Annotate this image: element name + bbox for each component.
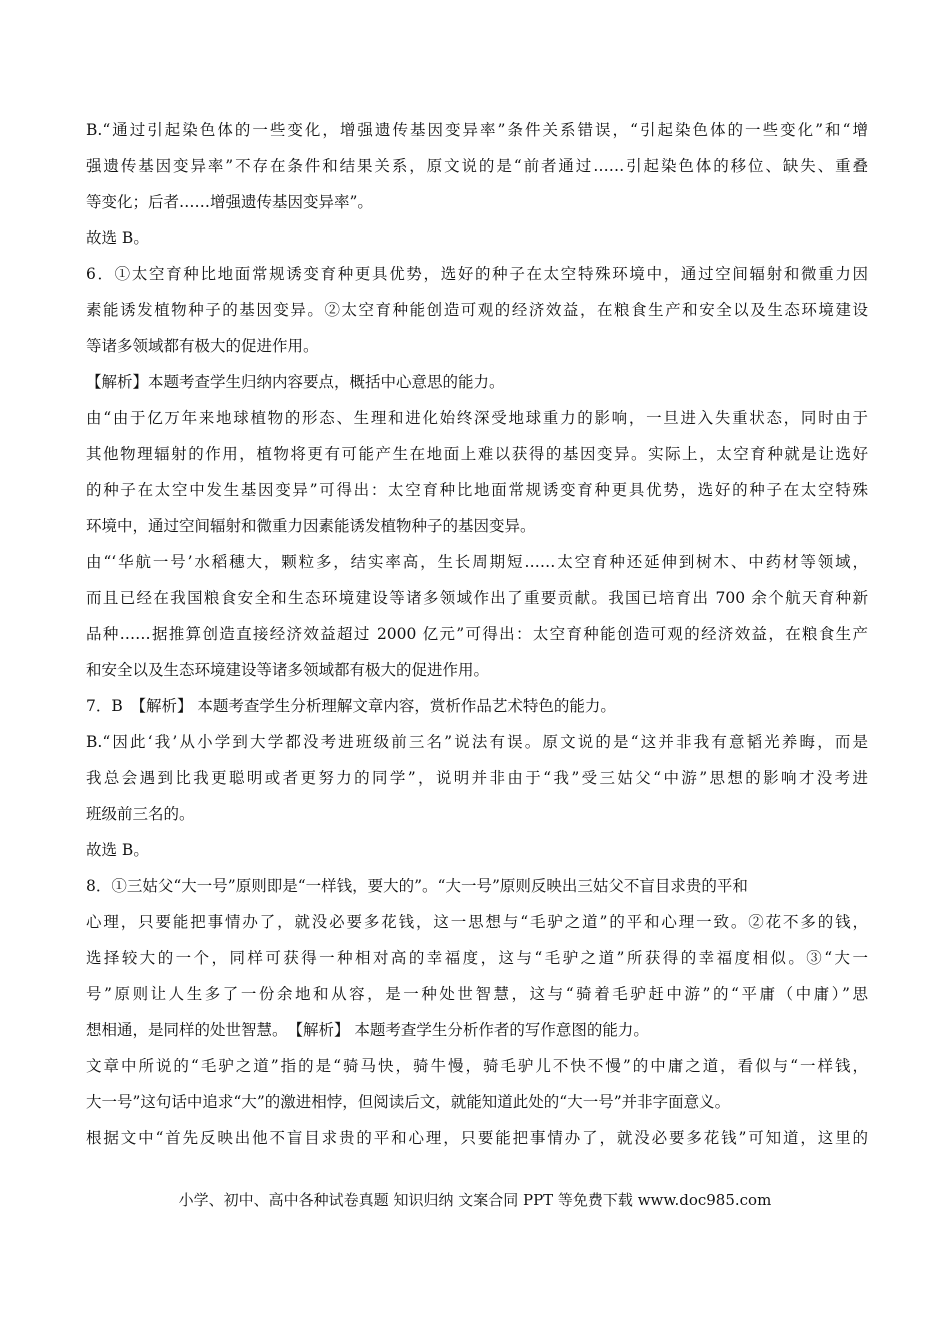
text-line: 素能诱发植物种子的基因变异。②太空育种能创造可观的经济效益，在粮食生产和安全以及生态环境建设	[86, 301, 868, 319]
text-line: 【解析】本题考查学生归纳内容要点，概括中心意思的能力。	[86, 373, 505, 391]
text-line: B.“因此‘我’从小学到大学都没考进班级前三名”说法有误。原文说的是“这并非我有意韬光养晦，而是	[86, 733, 868, 751]
text-line: 文章中所说的“毛驴之道”指的是“骑马快，骑牛慢，骑毛驴儿不快不慢”的中庸之道，看似与“一样钱，	[86, 1057, 868, 1075]
text-line: 等变化；后者……增强遗传基因变异率”。	[86, 193, 373, 211]
text-line: 选择较大的一个，同样可获得一种相对高的幸福度，这与“毛驴之道”所获得的幸福度相似。③“大一	[86, 949, 868, 967]
text-line: 等诸多领域都有极大的促进作用。	[86, 337, 319, 355]
text-line: 和安全以及生态环境建设等诸多领域都有极大的促进作用。	[86, 661, 490, 679]
text-line: B.“通过引起染色体的一些变化，增强遗传基因变异率”条件关系错误，“引起染色体的一些变化”和“增	[86, 121, 868, 139]
text-line: 环境中，通过空间辐射和微重力因素能诱发植物种子的基因变异。	[86, 517, 536, 535]
text-line: 7．B 【解析】 本题考查学生分析理解文章内容，赏析作品艺术特色的能力。	[86, 697, 616, 715]
text-line: 根据文中“首先反映出他不盲目求贵的平和心理，只要能把事情办了，就没必要多花钱”可知道，这里的	[86, 1129, 868, 1147]
text-line: 强遗传基因变异率”不存在条件和结果关系，原文说的是“前者通过……引起染色体的移位、缺失、重叠	[86, 157, 868, 175]
text-line: 的种子在太空中发生基因变异”可得出：太空育种比地面常规诱变育种更具优势，选好的种子在太空特殊	[86, 481, 868, 499]
page-footer: 小学、初中、高中各种试卷真题 知识归纳 文案合同 PPT 等免费下载 www.doc985.com	[178, 1191, 772, 1209]
text-line: 大一号”这句话中追求“大”的激进相悖，但阅读后文，就能知道此处的“大一号”并非字面意义。	[86, 1093, 731, 1111]
text-line: 其他物理辐射的作用，植物将更有可能产生在地面上难以获得的基因变异。实际上，太空育种就是让选好	[86, 445, 868, 463]
text-line: 故选 B。	[86, 841, 149, 859]
text-line: 故选 B。	[86, 229, 149, 247]
text-line: 而且已经在我国粮食安全和生态环境建设等诸多领域作出了重要贡献。我国已培育出 700 余个航天育种新	[86, 589, 868, 607]
text-line: 我总会遇到比我更聪明或者更努力的同学”，说明并非由于“我”受三姑父“中游”思想的影响才没考进	[86, 769, 868, 787]
text-line: 品种……据推算创造直接经济效益超过 2000 亿元”可得出：太空育种能创造可观的经济效益，在粮食生产	[86, 625, 868, 643]
text-line: 6．①太空育种比地面常规诱变育种更具优势，选好的种子在太空特殊环境中，通过空间辐射和微重力因	[86, 265, 868, 283]
text-line: 班级前三名的。	[86, 805, 195, 823]
text-line: 想相通，是同样的处世智慧。 【解析】 本题考查学生分析作者的写作意图的能力。	[86, 1021, 649, 1039]
text-line: 由“‘华航一号’水稻穗大，颗粒多，结实率高，生长周期短……太空育种还延伸到树木、中药材等领域，	[86, 553, 868, 571]
text-line: 由“由于亿万年来地球植物的形态、生理和进化始终深受地球重力的影响，一旦进入失重状态，同时由于	[86, 409, 868, 427]
text-line: 心理，只要能把事情办了，就没必要多花钱，这一思想与“毛驴之道”的平和心理一致。②花不多的钱，	[86, 913, 868, 931]
answer-text-body	[86, 112, 868, 1156]
text-line: 8．①三姑父“大一号”原则即是“一样钱，要大的”。“大一号”原则反映出三姑父不盲目求贵的平和	[86, 877, 748, 895]
text-line: 号”原则让人生多了一份余地和从容，是一种处世智慧，这与“骑着毛驴赶中游”的“平庸（中庸）”思	[86, 985, 868, 1003]
